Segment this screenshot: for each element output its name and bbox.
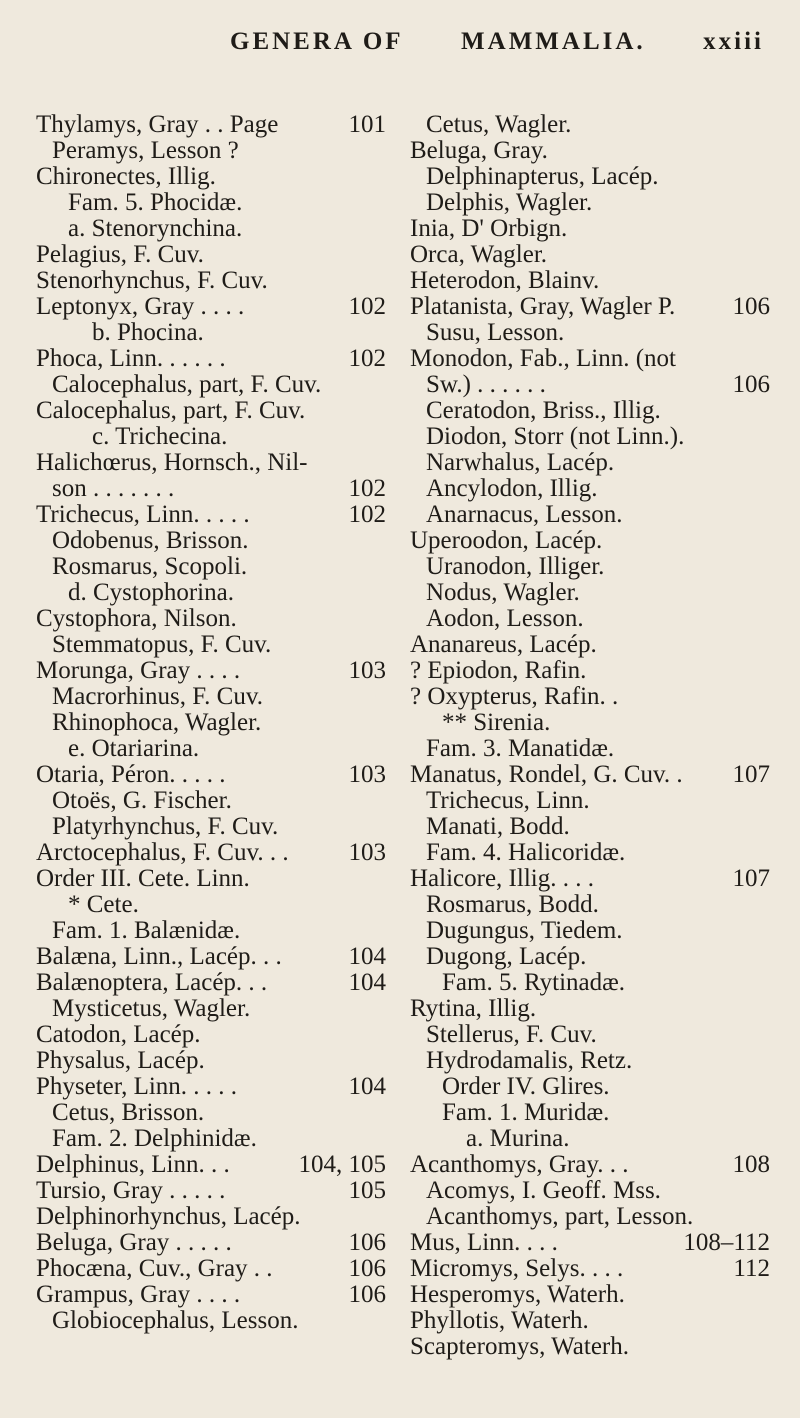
entry-page-number: 105 [348, 1177, 386, 1204]
entry-text: Cetus, Brisson. [52, 1099, 205, 1126]
index-entry [410, 424, 770, 450]
entry-text: Pelagius, F. Cuv. [36, 241, 204, 268]
entry-page-number: 106 [732, 293, 770, 320]
entry-text: Thylamys, Gray . . Page [36, 111, 279, 138]
index-entry [410, 944, 770, 970]
entry-text: Hesperomys, Waterh. [410, 1281, 625, 1308]
entry-text: Stemmatopus, F. Cuv. [52, 631, 272, 658]
entry-text: a. Stenorynchina. [68, 215, 243, 242]
entry-text: Narwhalus, Lacép. [426, 449, 615, 476]
header-left: GENERA OF [230, 28, 404, 55]
index-entry [410, 294, 770, 320]
entry-text: Arctocephalus, F. Cuv. . . [36, 839, 289, 866]
index-entry [410, 372, 770, 398]
index-entry [410, 580, 770, 606]
entry-page-number: 107 [732, 865, 770, 892]
index-entry [36, 944, 386, 970]
entry-text: Rhinophoca, Wagler. [52, 709, 262, 736]
index-entry [36, 1152, 386, 1178]
index-entry [410, 476, 770, 502]
index-entry [36, 788, 386, 814]
entry-page-number: 102 [348, 501, 386, 528]
entry-text: Phyllotis, Waterh. [410, 1307, 589, 1334]
index-entry [36, 1022, 386, 1048]
entry-text: Fam. 4. Halicoridæ. [426, 839, 626, 866]
index-entry [410, 1048, 770, 1074]
entry-page-number: 104 [348, 943, 386, 970]
index-entry [410, 1256, 770, 1282]
index-entry [410, 502, 770, 528]
index-entry [410, 164, 770, 190]
index-entry [410, 996, 770, 1022]
index-entry [410, 190, 770, 216]
entry-page-number: 103 [348, 761, 386, 788]
index-entry [410, 1334, 770, 1360]
entry-text: Uranodon, Illiger. [426, 553, 605, 580]
index-entry [410, 1230, 770, 1256]
index-entry [36, 138, 386, 164]
index-entry [36, 1282, 386, 1308]
entry-text: Calocephalus, part, F. Cuv. [52, 371, 322, 398]
index-entry [36, 242, 386, 268]
index-entry [36, 112, 386, 138]
entry-page-number: 102 [348, 475, 386, 502]
index-entry [36, 892, 386, 918]
index-entry [410, 138, 770, 164]
left-column [36, 112, 386, 1334]
entry-text: Beluga, Gray . . . . . [36, 1229, 232, 1256]
entry-text: Rosmarus, Bodd. [426, 891, 599, 918]
entry-text: Orca, Wagler. [410, 241, 548, 268]
index-entry [36, 1204, 386, 1230]
entry-text: Peramys, Lesson ? [52, 137, 239, 164]
entry-text: c. Trichecina. [92, 423, 228, 450]
entry-page-number: 103 [348, 657, 386, 684]
index-entry [36, 190, 386, 216]
entry-page-number: 103 [348, 839, 386, 866]
entry-text: Physalus, Lacép. [36, 1047, 205, 1074]
entry-text: Hydrodamalis, Retz. [426, 1047, 633, 1074]
header-middle: MAMMALIA. [461, 28, 646, 55]
entry-text: Phocæna, Cuv., Gray . . [36, 1255, 273, 1282]
entry-text: Nodus, Wagler. [426, 579, 580, 606]
entry-text: Acanthomys, Gray. . . [410, 1151, 629, 1178]
entry-text: Rytina, Illig. [410, 995, 537, 1022]
index-entry [410, 892, 770, 918]
index-entry [36, 658, 386, 684]
entry-text: Manati, Bodd. [426, 813, 570, 840]
entry-text: Dugong, Lacép. [426, 943, 587, 970]
entry-text: Otaria, Péron. . . . . [36, 761, 226, 788]
entry-page-number: 106 [348, 1229, 386, 1256]
index-entry [410, 762, 770, 788]
entry-text: Chironectes, Illig. [36, 163, 216, 190]
entry-text: b. Phocina. [92, 319, 204, 346]
entry-text: Halichœrus, Hornsch., Nil- [36, 449, 308, 476]
entry-text: Susu, Lesson. [426, 319, 565, 346]
index-entry [410, 788, 770, 814]
index-entry [410, 684, 770, 710]
index-entry [36, 554, 386, 580]
index-entry [36, 970, 386, 996]
entry-page-number: 106 [348, 1281, 386, 1308]
index-entry [410, 1126, 770, 1152]
index-entry [410, 840, 770, 866]
entry-text: Order III. Cete. Linn. [36, 865, 250, 892]
index-entry [410, 710, 770, 736]
index-entry [36, 476, 386, 502]
index-entry [36, 164, 386, 190]
index-entry [410, 658, 770, 684]
entry-text: Cystophora, Nilson. [36, 605, 237, 632]
entry-page-number: 102 [348, 293, 386, 320]
index-entry [410, 970, 770, 996]
entry-text: Mus, Linn. . . . [410, 1229, 558, 1256]
entry-page-number: 102 [348, 345, 386, 372]
entry-text: Manatus, Rondel, G. Cuv. . [410, 761, 683, 788]
index-entry [410, 268, 770, 294]
index-entry [36, 1256, 386, 1282]
entry-text: Phoca, Linn. . . . . . [36, 345, 226, 372]
entry-text: Delphinorhynchus, Lacép. [36, 1203, 301, 1230]
index-entry [410, 398, 770, 424]
entry-text: Balæna, Linn., Lacép. . . [36, 943, 282, 970]
index-entry [410, 1100, 770, 1126]
index-entry [410, 554, 770, 580]
index-entry [36, 424, 386, 450]
entry-text: Anarnacus, Lesson. [426, 501, 623, 528]
entry-text: Fam. 1. Balænidæ. [52, 917, 241, 944]
entry-text: a. Murina. [466, 1125, 570, 1152]
header-page-number: xxiii [703, 28, 764, 55]
index-entry [410, 112, 770, 138]
index-entry [36, 710, 386, 736]
entry-text: Macrorhinus, F. Cuv. [52, 683, 263, 710]
entry-text: Monodon, Fab., Linn. (not [410, 345, 676, 372]
index-entry [410, 242, 770, 268]
entry-text: Aodon, Lesson. [426, 605, 584, 632]
index-entry [36, 346, 386, 372]
index-entry [36, 918, 386, 944]
entry-text: d. Cystophorina. [68, 579, 234, 606]
entry-text: Fam. 2. Delphinidæ. [52, 1125, 257, 1152]
entry-page-number: 107 [732, 761, 770, 788]
entry-text: Trichecus, Linn. [426, 787, 590, 814]
index-entry [410, 1282, 770, 1308]
index-entry [36, 320, 386, 346]
index-entry [410, 1204, 770, 1230]
index-entry [36, 684, 386, 710]
entry-text: Fam. 1. Muridæ. [442, 1099, 610, 1126]
index-entry [36, 762, 386, 788]
index-entry [410, 320, 770, 346]
index-entry [410, 528, 770, 554]
entry-page-number: 104 [348, 969, 386, 996]
index-entry [36, 580, 386, 606]
index-entry [410, 918, 770, 944]
entry-text: Micromys, Selys. . . . [410, 1255, 624, 1282]
entry-page-number: 104, 105 [298, 1151, 386, 1178]
index-entry [36, 736, 386, 762]
entry-text: Acomys, I. Geoff. Mss. [426, 1177, 661, 1204]
entry-page-number: 108 [732, 1151, 770, 1178]
entry-text: Ananareus, Lacép. [410, 631, 597, 658]
index-entry [36, 216, 386, 242]
entry-page-number: 108–112 [683, 1229, 770, 1256]
entry-text: Stellerus, F. Cuv. [426, 1021, 597, 1048]
entry-text: Odobenus, Brisson. [52, 527, 249, 554]
right-column [410, 112, 770, 1360]
entry-text: Delphinus, Linn. . . [36, 1151, 230, 1178]
index-entry [410, 1022, 770, 1048]
index-entry [36, 372, 386, 398]
entry-text: Trichecus, Linn. . . . . [36, 501, 250, 528]
index-entry [36, 294, 386, 320]
entry-text: Order IV. Glires. [442, 1073, 610, 1100]
entry-text: ? Oxypterus, Rafin. . [410, 683, 619, 710]
index-entry [36, 1048, 386, 1074]
entry-page-number: 101 [348, 111, 386, 138]
entry-text: Mysticetus, Wagler. [52, 995, 251, 1022]
entry-text: Diodon, Storr (not Linn.). [426, 423, 685, 450]
index-entry [410, 606, 770, 632]
index-entry [410, 866, 770, 892]
index-entry [410, 1074, 770, 1100]
index-entry [36, 1178, 386, 1204]
entry-text: Globiocephalus, Lesson. [52, 1307, 299, 1334]
index-entry [36, 996, 386, 1022]
index-entry [36, 1230, 386, 1256]
index-entry [36, 1308, 386, 1334]
index-entry [410, 216, 770, 242]
entry-page-number: 106 [348, 1255, 386, 1282]
index-entry [410, 736, 770, 762]
entry-text: Rosmarus, Scopoli. [52, 553, 248, 580]
entry-text: ? Epiodon, Rafin. [410, 657, 587, 684]
index-entry [410, 450, 770, 476]
entry-text: Ceratodon, Briss., Illig. [426, 397, 661, 424]
index-entry [410, 632, 770, 658]
entry-text: Delphinapterus, Lacép. [426, 163, 659, 190]
entry-text: Catodon, Lacép. [36, 1021, 201, 1048]
entry-text: Tursio, Gray . . . . . [36, 1177, 226, 1204]
entry-page-number: 106 [732, 371, 770, 398]
entry-text: Physeter, Linn. . . . . [36, 1073, 238, 1100]
index-entry [410, 1152, 770, 1178]
entry-text: Stenorhynchus, F. Cuv. [36, 267, 268, 294]
entry-text: Grampus, Gray . . . . [36, 1281, 241, 1308]
index-entry [36, 866, 386, 892]
entry-text: Calocephalus, part, F. Cuv. [36, 397, 306, 424]
entry-text: son . . . . . . . [52, 475, 175, 502]
index-entry [36, 1100, 386, 1126]
index-entry [36, 268, 386, 294]
entry-text: * Cete. [68, 891, 139, 918]
entry-text: Platyrhynchus, F. Cuv. [52, 813, 279, 840]
index-entry [36, 450, 386, 476]
entry-text: e. Otariarina. [68, 735, 200, 762]
entry-text: Ancylodon, Illig. [426, 475, 598, 502]
entry-text: Otoës, G. Fischer. [52, 787, 232, 814]
index-entry [36, 398, 386, 424]
entry-text: Sw.) . . . . . . [426, 371, 546, 398]
index-entry [36, 814, 386, 840]
index-entry [36, 502, 386, 528]
index-entry [410, 814, 770, 840]
entry-text: Beluga, Gray. [410, 137, 548, 164]
entry-text: Fam. 5. Phocidæ. [68, 189, 243, 216]
entry-text: Cetus, Wagler. [426, 111, 572, 138]
index-entry [36, 840, 386, 866]
entry-text: Dugungus, Tiedem. [426, 917, 623, 944]
entry-text: Scapteromys, Waterh. [410, 1333, 629, 1360]
index-entry [410, 346, 770, 372]
entry-text: Balænoptera, Lacép. . . [36, 969, 268, 996]
entry-text: Fam. 5. Rytinadæ. [442, 969, 626, 996]
entry-page-number: 104 [348, 1073, 386, 1100]
index-entry [36, 1126, 386, 1152]
entry-text: Inia, D' Orbign. [410, 215, 568, 242]
entry-text: Leptonyx, Gray . . . . [36, 293, 245, 320]
entry-text: Acanthomys, part, Lesson. [426, 1203, 694, 1230]
entry-text: Halicore, Illig. . . . [410, 865, 594, 892]
index-entry [410, 1178, 770, 1204]
entry-text: Uperoodon, Lacép. [410, 527, 603, 554]
index-entry [410, 1308, 770, 1334]
entry-text: Fam. 3. Manatidæ. [426, 735, 615, 762]
entry-page-number: 112 [733, 1255, 770, 1282]
index-entry [36, 1074, 386, 1100]
index-entry [36, 632, 386, 658]
entry-text: Delphis, Wagler. [426, 189, 593, 216]
entry-text: Heterodon, Blainv. [410, 267, 600, 294]
index-entry [36, 528, 386, 554]
entry-text: Morunga, Gray . . . . [36, 657, 241, 684]
entry-text: ** Sirenia. [442, 709, 551, 736]
running-header [230, 28, 764, 56]
entry-text: Platanista, Gray, Wagler P. [410, 293, 676, 320]
index-entry [36, 606, 386, 632]
